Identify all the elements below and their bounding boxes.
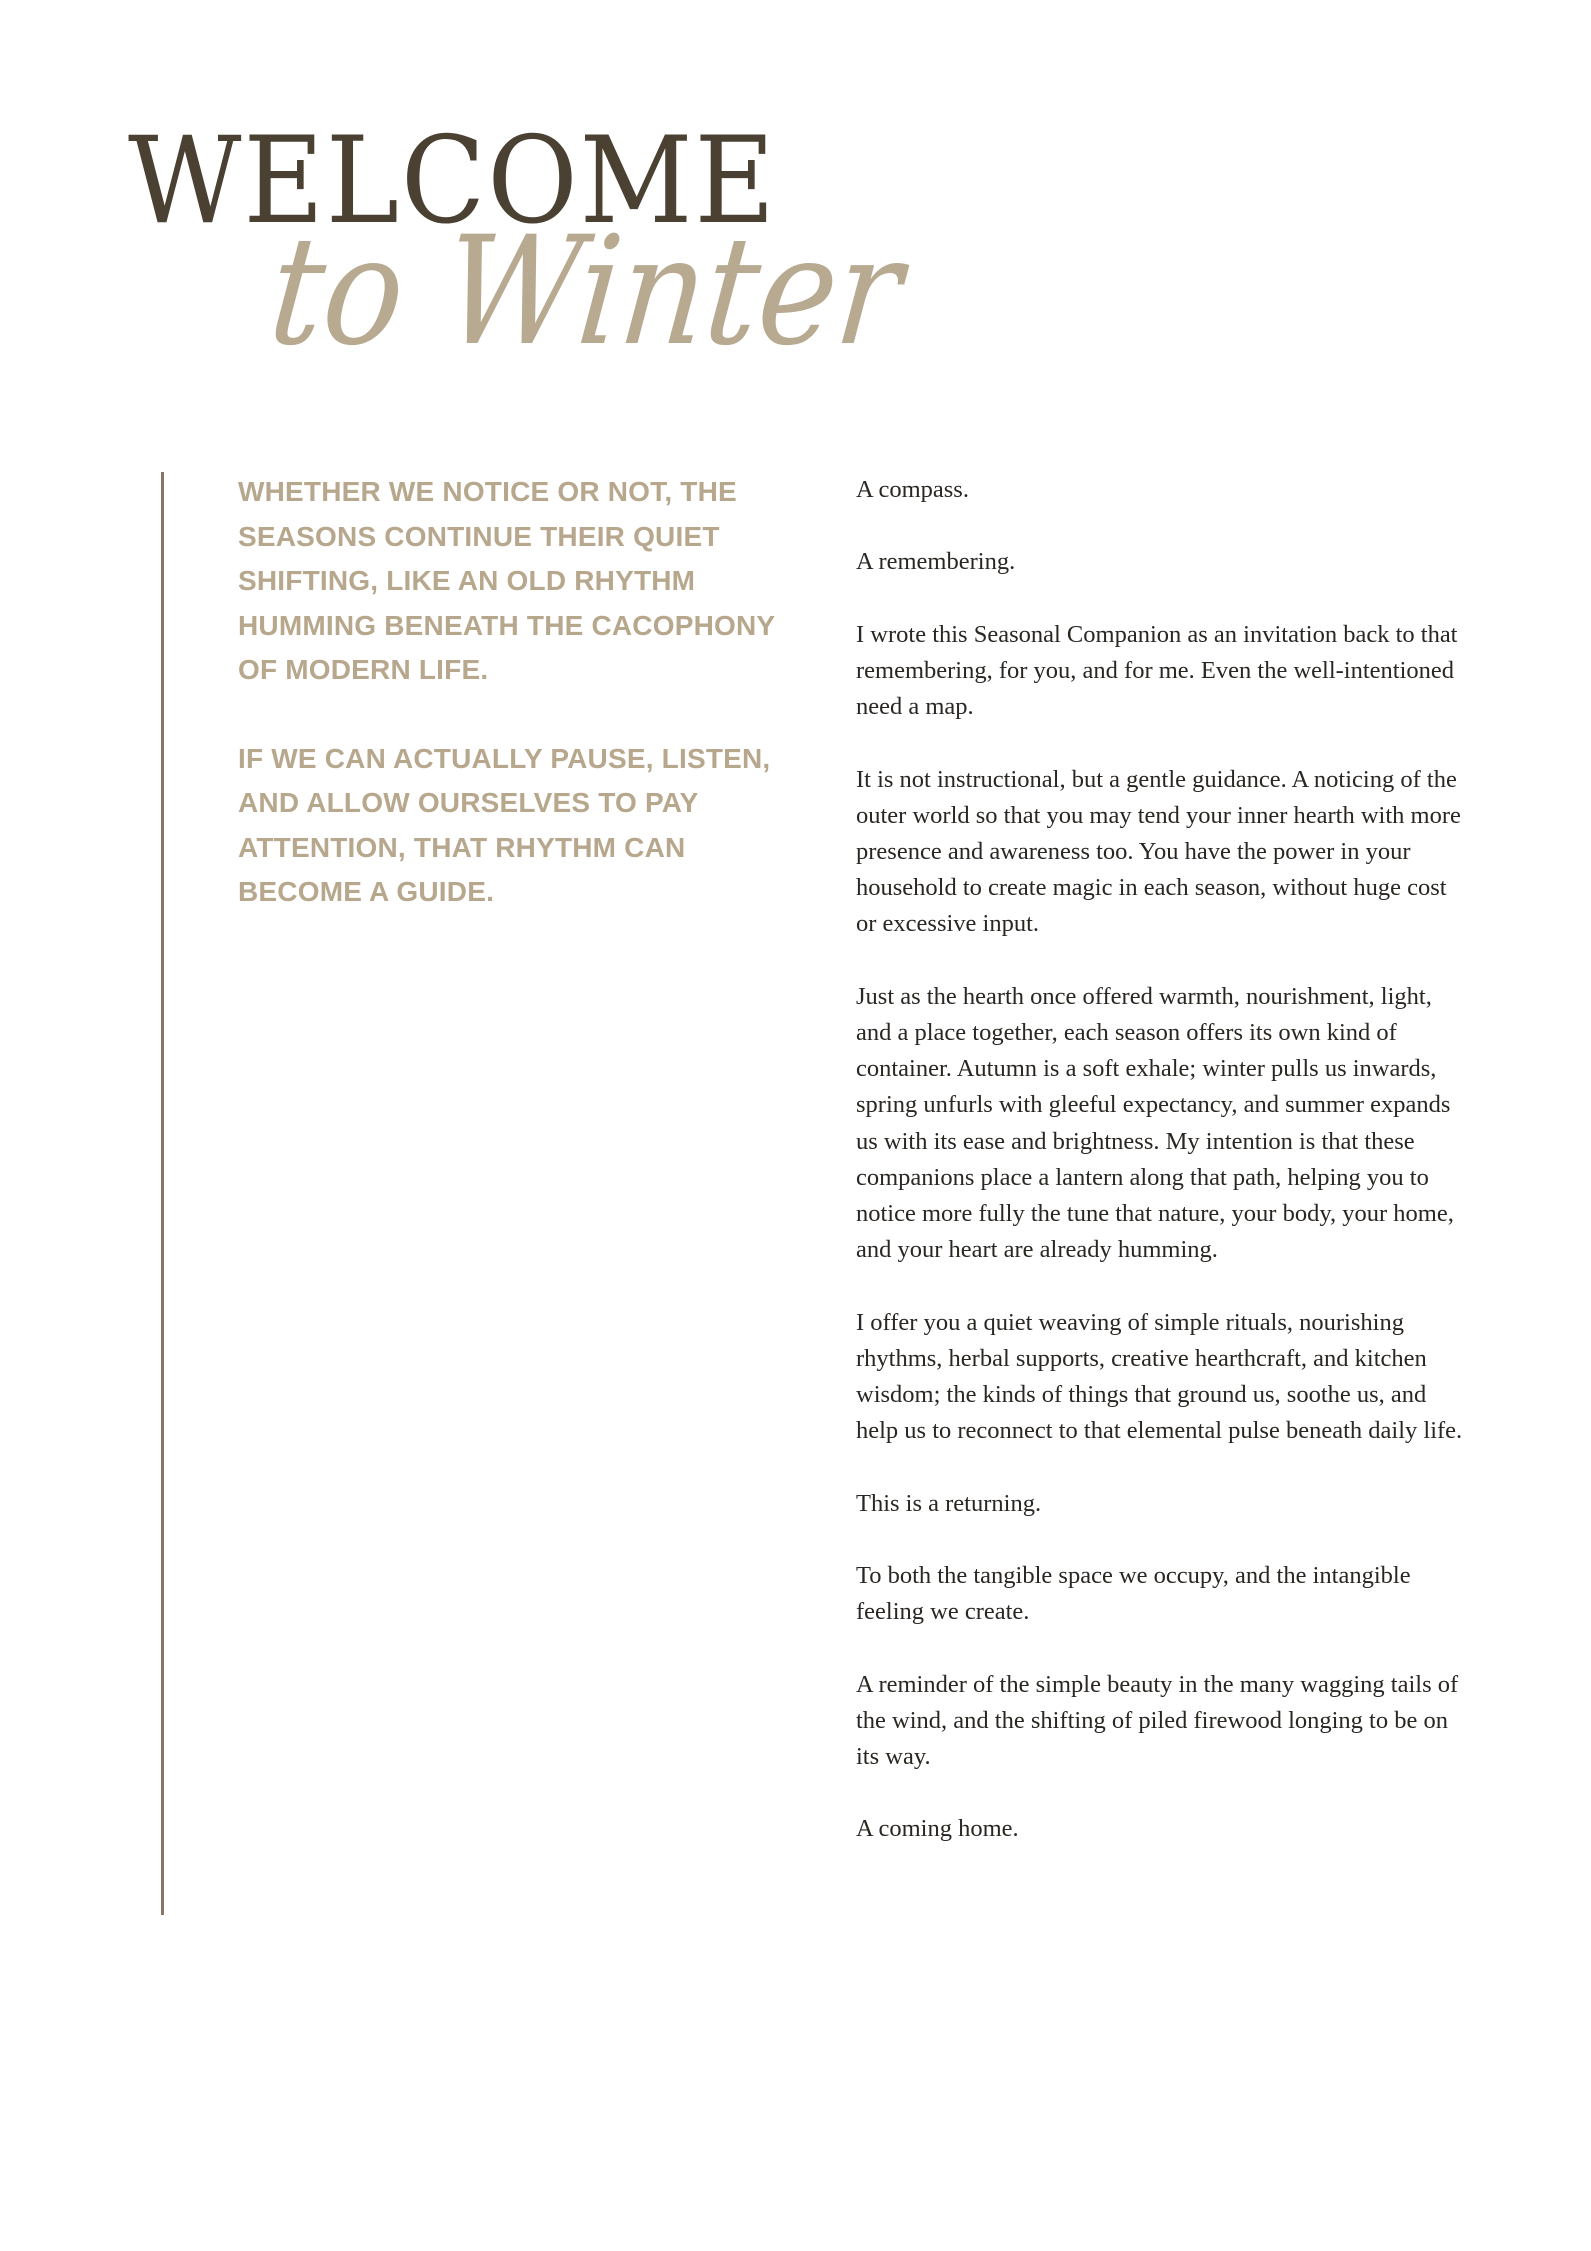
pull-quote-paragraph: IF WE CAN ACTUALLY PAUSE, LISTEN, AND ALLOW OURSELVES TO PAY ATTENTION, THAT RHYTHM CAN BECOME A GUIDE. [238, 742, 771, 907]
vertical-divider [161, 472, 164, 1915]
body-paragraph: I offer you a quiet weaving of simple rituals, nourishing rhythms, herbal supports, creative hearthcraft, and kitchen wisdom; the kinds of things that ground us, soothe us, and help us to reconnect to that elemental pulse beneath daily life. [856, 1308, 1463, 1445]
body-paragraph: A compass. [856, 476, 969, 503]
pull-quote [238, 470, 778, 959]
body-paragraph: It is not instructional, but a gentle guidance. A noticing of the outer world so that you may tend your inner hearth with more presence and awareness too. You have the power in your household to create magic in each season, without huge cost or excessive input. [856, 765, 1461, 938]
body-paragraph: A coming home. [856, 1815, 1019, 1843]
body-paragraph: A reminder of the simple beauty in the many wagging tails of the wind, and the shifting of piled firewood longing to be on its way. [856, 1670, 1459, 1770]
body-paragraph: A remembering. [856, 548, 1016, 576]
body-paragraph: To both the tangible space we occupy, and the intangible feeling we create. [856, 1561, 1411, 1626]
title-welcome: WELCOME [128, 112, 777, 251]
body-paragraph: Just as the hearth once offered warmth, nourishment, light, and a place together, each season offers its own kind of container. Autumn is a soft exhale; winter pulls us inwards, spring unfurls with gleeful expectancy, and summer expands us with its ease and brightness. My intention is that these companions place a lantern along that path, helping you to notice more fully the tune that nature, your body, your home, and your heart are already humming. [856, 982, 1454, 1264]
body-paragraph: This is a returning. [856, 1489, 1042, 1517]
title-script: to Winter [263, 205, 909, 379]
page-title [128, 112, 909, 382]
body-copy [856, 472, 1466, 1884]
pull-quote-paragraph: WHETHER WE NOTICE OR NOT, THE SEASONS CONTINUE THEIR QUIET SHIFTING, LIKE AN OLD RHYTHM HUMMING BENEATH THE CACOPHONY OF MODERN LIFE. [238, 476, 775, 685]
body-paragraph: I wrote this Seasonal Companion as an invitation back to that remembering, for you, and for me. Even the well-intentioned need a map. [856, 620, 1458, 721]
